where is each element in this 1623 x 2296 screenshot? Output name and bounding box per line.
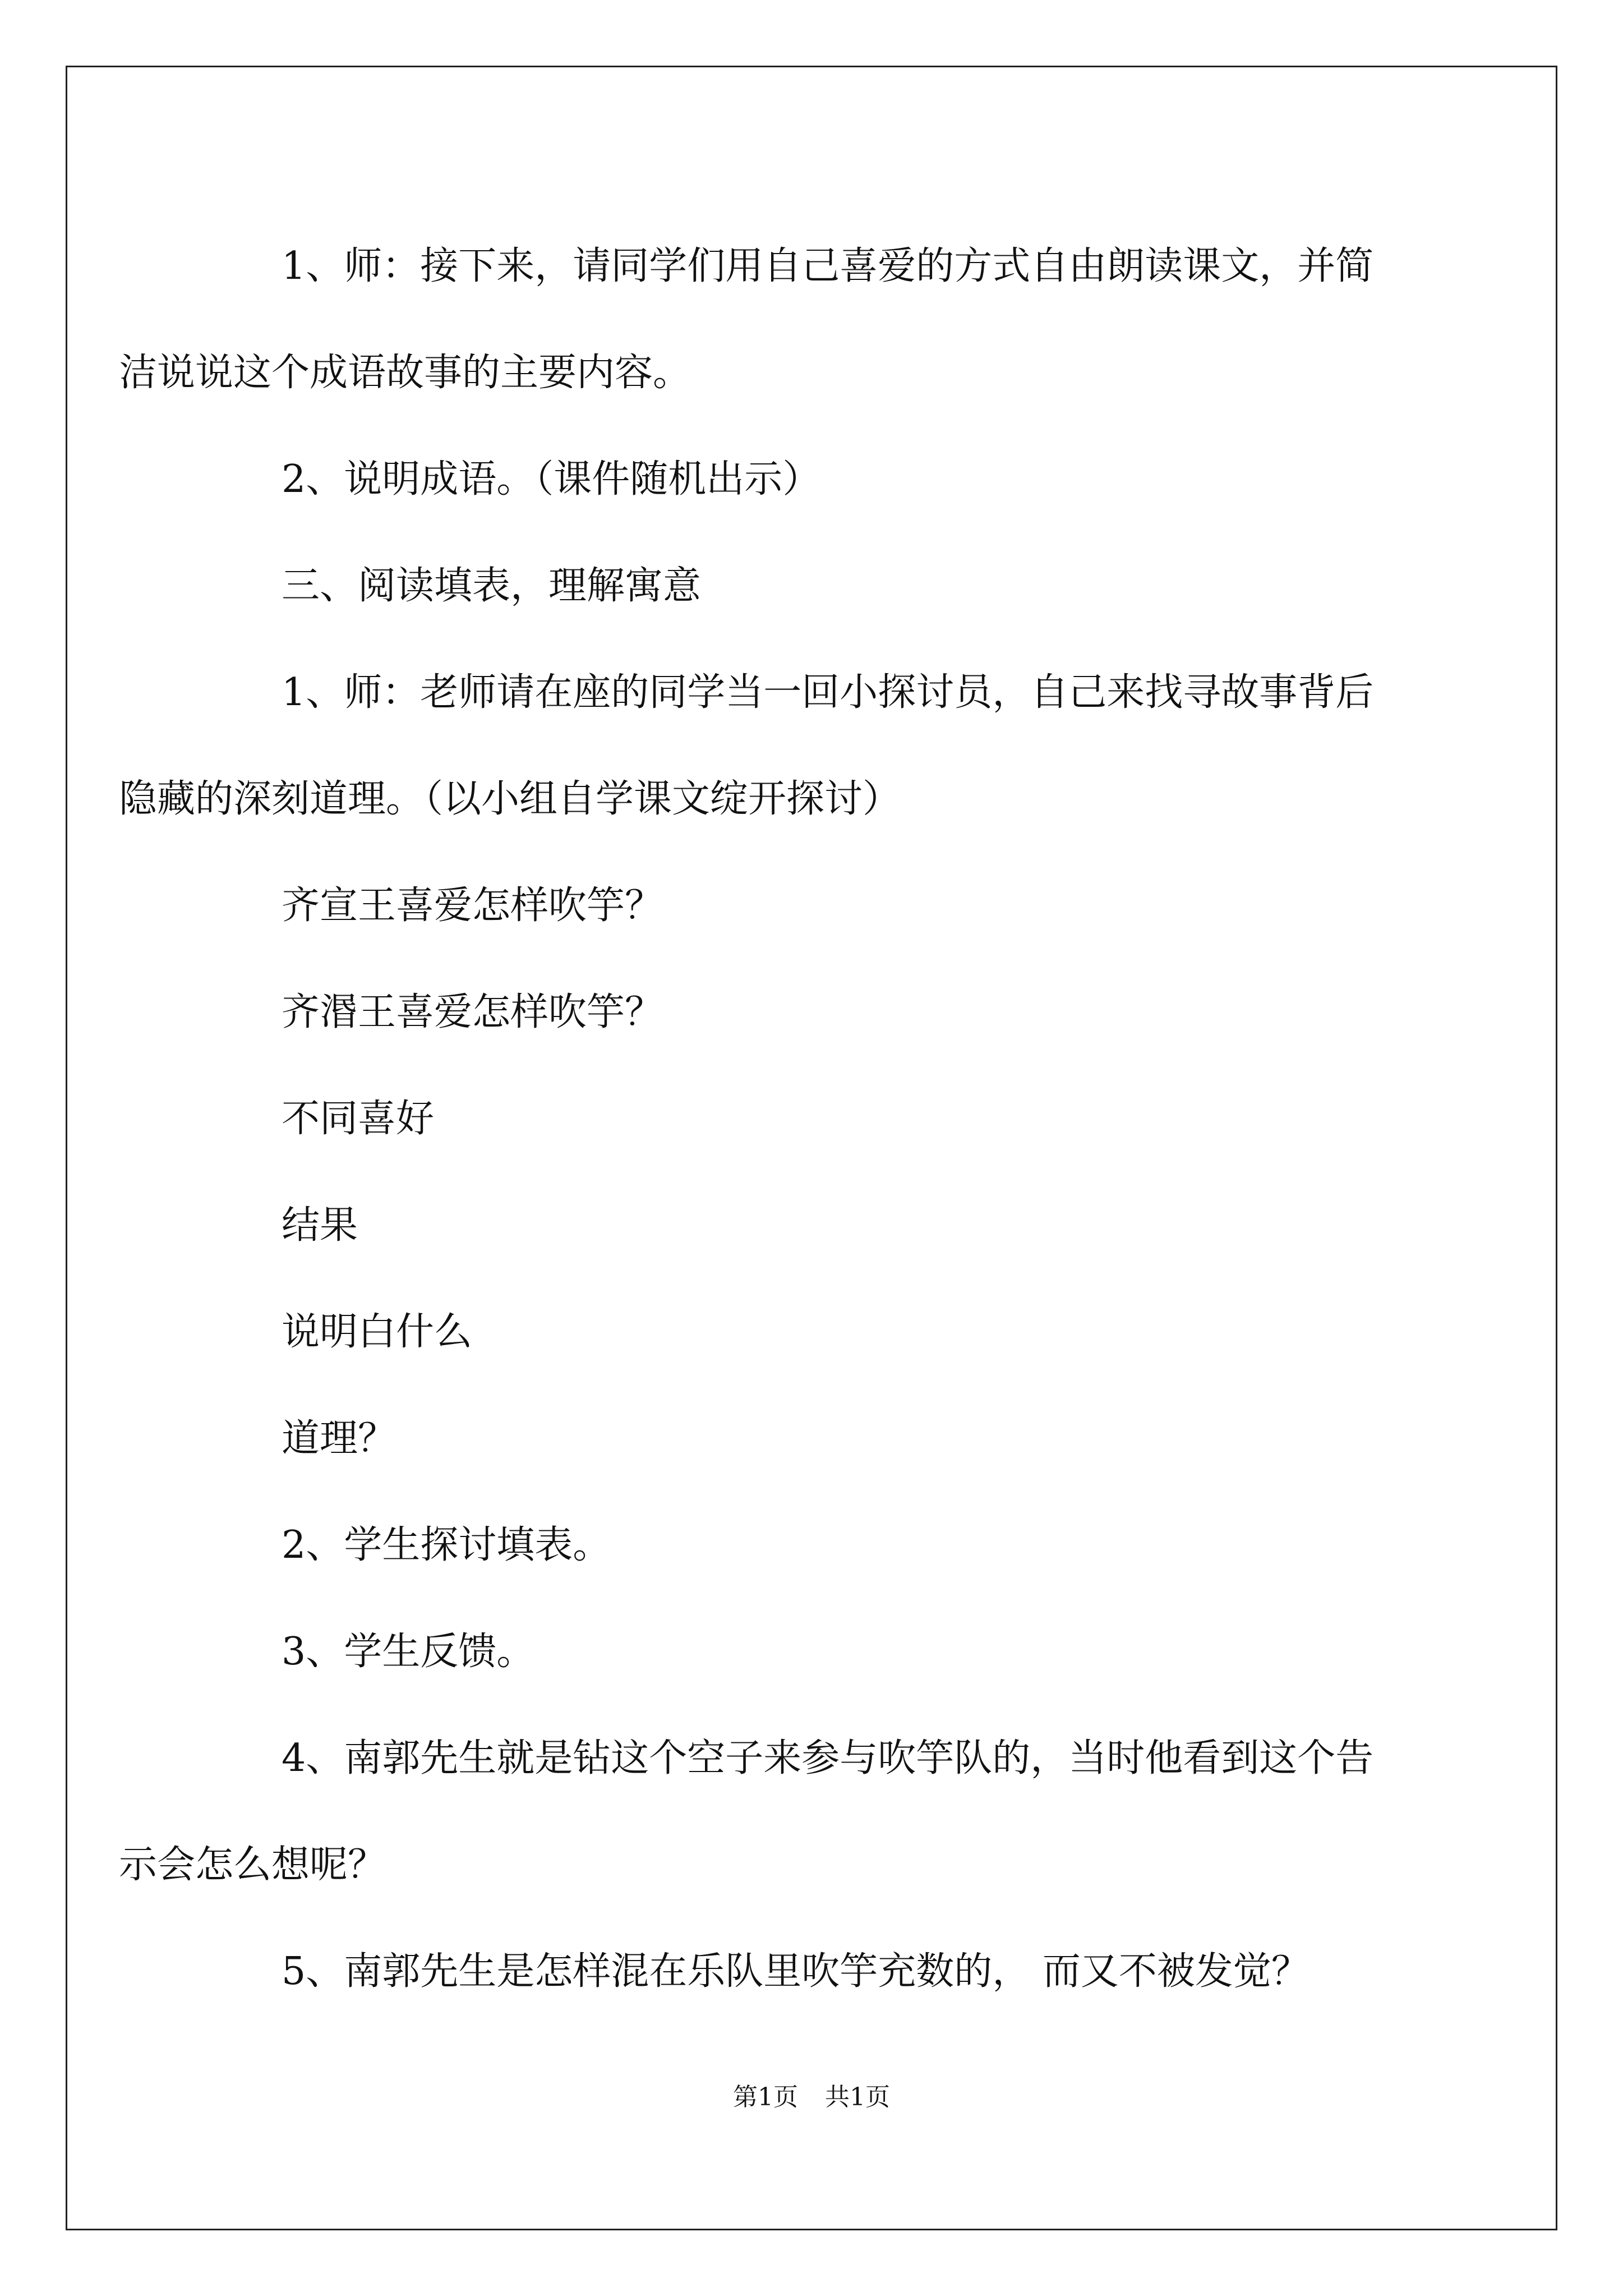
paragraph-line: 不同喜好 [282, 1097, 435, 1141]
paragraph-8 [200, 1172, 1423, 1279]
paragraph-10 [200, 1386, 1423, 1492]
paragraph-line: 三、阅读填表，理解寓意 [282, 564, 702, 608]
page-footer [0, 2077, 1623, 2113]
paragraph-6 [200, 959, 1423, 1066]
paragraph-line: 2、学生探讨填表。 [282, 1523, 611, 1567]
paragraph-line: 隐藏的深刻道理。（以小组自学课文绽开探讨） [119, 777, 901, 821]
paragraph-line: 3、学生反馈。 [282, 1630, 535, 1674]
paragraph-line: 示会怎么想呢？ [119, 1843, 386, 1887]
paragraph-line: 洁说说这个成语故事的主要内容。 [119, 351, 691, 395]
paragraph-4 [119, 639, 1423, 853]
paragraph-line: 结果 [282, 1203, 358, 1248]
paragraph-line: 齐湣王喜爱怎样吹竽？ [282, 990, 663, 1034]
page-number-total: 共1页 [825, 2083, 890, 2111]
paragraph-13 [119, 1705, 1423, 1918]
paragraph-1 [119, 213, 1423, 426]
paragraph-9 [200, 1279, 1423, 1386]
paragraph-line: 道理？ [282, 1416, 396, 1461]
paragraph-2 [200, 426, 1423, 533]
paragraph-line: 4、南郭先生就是钻这个空子来参与吹竽队的，当时他看到这个告 [282, 1736, 1374, 1780]
section-heading-3 [200, 533, 1423, 639]
paragraph-12 [200, 1599, 1423, 1705]
document-body [119, 213, 1423, 2025]
paragraph-7 [200, 1066, 1423, 1172]
paragraph-line: 齐宣王喜爱怎样吹竽？ [282, 884, 663, 928]
page-number-current: 第1页 [733, 2083, 798, 2111]
paragraph-11 [200, 1492, 1423, 1599]
paragraph-line: 2、说明成语。（课件随机出示） [282, 457, 821, 501]
paragraph-line: 1、师：接下来，请同学们用自己喜爱的方式自由朗读课文，并简 [282, 244, 1374, 288]
paragraph-line: 说明白什么 [282, 1310, 473, 1354]
paragraph-line: 1、师：老师请在座的同学当一回小探讨员，自己来找寻故事背后 [282, 670, 1374, 715]
paragraph-14 [200, 1918, 1423, 2025]
paragraph-line: 5、南郭先生是怎样混在乐队里吹竽充数的， 而又不被发觉？ [282, 1949, 1310, 1994]
paragraph-5 [200, 853, 1423, 959]
